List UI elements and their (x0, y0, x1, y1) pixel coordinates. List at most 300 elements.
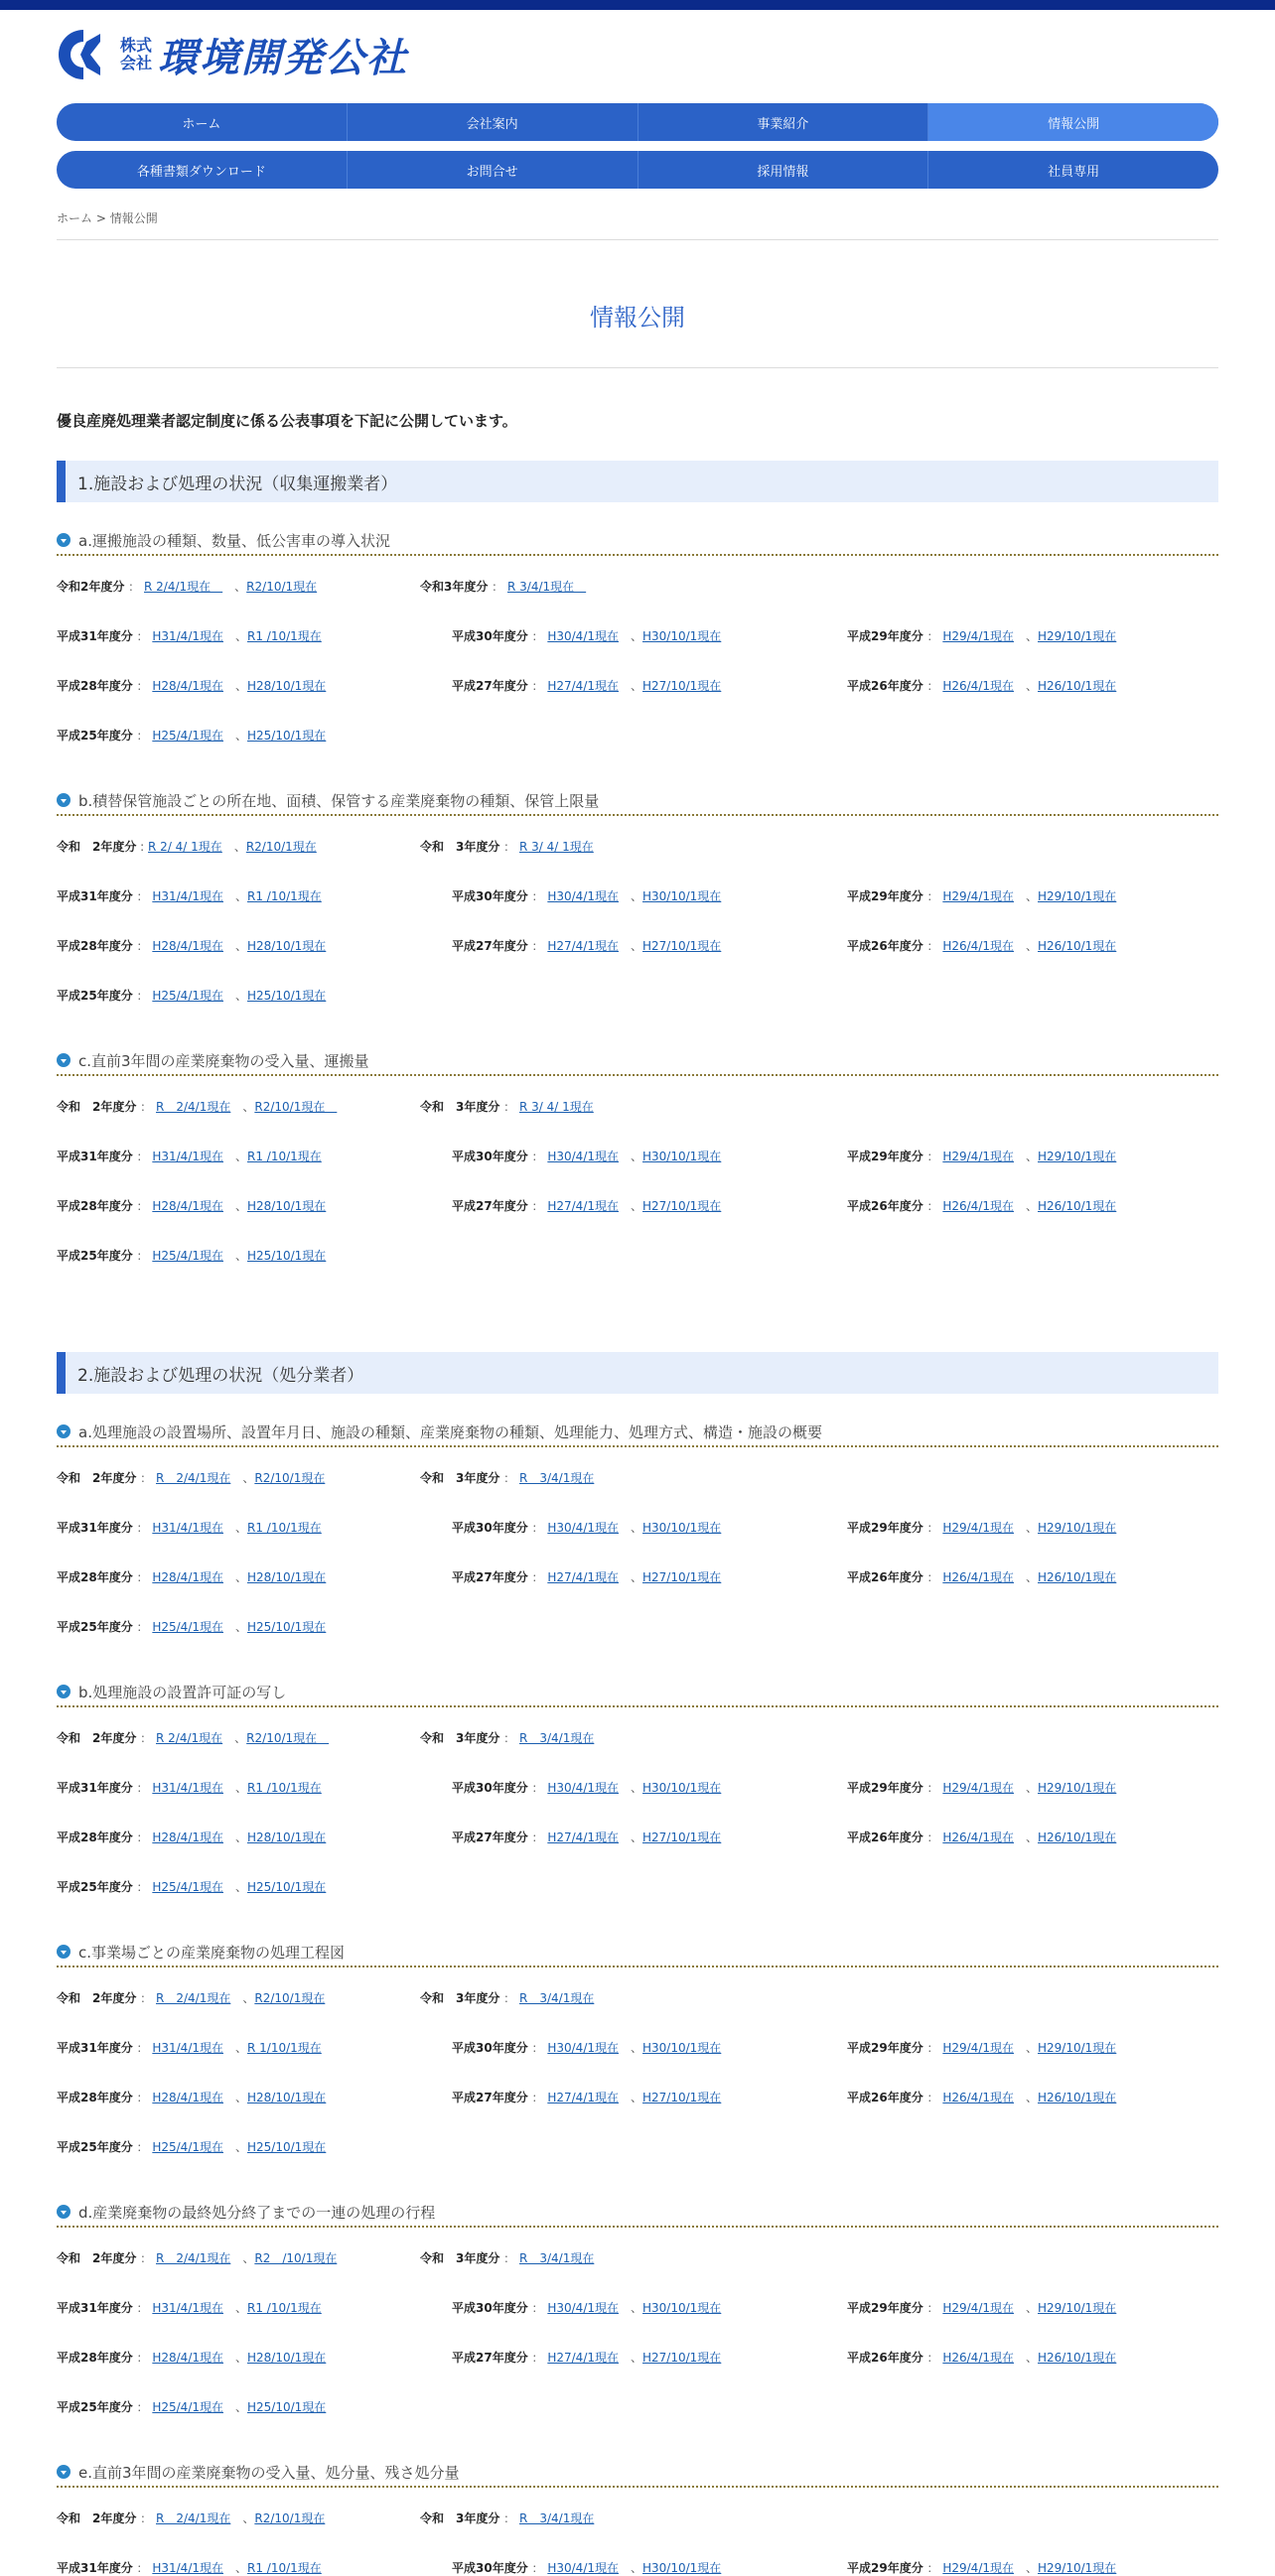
link-separator: 、 (619, 2041, 643, 2055)
link-separator: 、 (223, 1150, 248, 1163)
fiscal-year-label: 平成28年度分 (57, 939, 133, 953)
fiscal-year-entry (847, 1779, 1116, 1796)
report-link[interactable]: H28/4/1現在 (152, 2091, 223, 2104)
report-link[interactable]: H27/10/1現在 (642, 2091, 722, 2104)
fiscal-year-label: 令和 3年度分 (420, 1471, 500, 1485)
report-link[interactable]: H30/10/1現在 (642, 2041, 722, 2055)
report-link[interactable]: H31/4/1現在 (152, 1150, 223, 1163)
fiscal-year-entry (420, 1469, 594, 1486)
report-link[interactable]: R1 /10/1現在 (247, 1150, 322, 1163)
fiscal-year-entry (420, 1098, 594, 1115)
fiscal-year-label: 令和2年度分 (57, 580, 125, 594)
fiscal-year-label: 平成28年度分 (57, 2351, 133, 2365)
report-link[interactable]: H25/4/1現在 (152, 729, 223, 743)
fiscal-year-entry (452, 887, 721, 904)
link-separator: 、 (619, 679, 643, 693)
report-link[interactable]: H29/4/1現在 (942, 1521, 1014, 1535)
nav-contact[interactable]: お問合せ (347, 151, 638, 189)
report-link[interactable]: R1 /10/1現在 (247, 2561, 322, 2575)
link-separator: 、 (223, 1830, 248, 1844)
label-separator: ： (922, 2351, 943, 2365)
label-separator: ： (922, 679, 943, 693)
report-link[interactable]: H30/4/1現在 (547, 2041, 619, 2055)
fiscal-year-entry (452, 2349, 721, 2366)
report-link[interactable]: H29/10/1現在 (1038, 889, 1117, 903)
label-separator: ： (132, 2140, 153, 2154)
label-separator: ： (132, 2091, 153, 2104)
fiscal-year-label: 令和 2年度分 (57, 2251, 137, 2265)
label-separator: ： (922, 1150, 943, 1163)
link-separator: 、 (1014, 1150, 1039, 1163)
fiscal-year-label: 令和 3年度分 (420, 1991, 500, 2005)
nav-home[interactable]: ホーム (182, 116, 221, 132)
fiscal-year-entry (452, 2559, 721, 2576)
report-link[interactable]: H30/4/1現在 (547, 889, 619, 903)
fiscal-year-label: 平成29年度分 (847, 629, 923, 643)
report-link[interactable]: H25/4/1現在 (152, 2400, 223, 2414)
fiscal-year-entry (57, 987, 326, 1004)
report-link[interactable]: R 2/4/1現在 (156, 2511, 231, 2525)
report-link[interactable]: R 2/4/1現在 (144, 580, 223, 594)
link-separator: 、 (1014, 2351, 1039, 2365)
link-separator: 、 (230, 1100, 255, 1114)
fiscal-year-label: 平成26年度分 (847, 1199, 923, 1213)
report-link[interactable]: H28/4/1現在 (152, 1199, 223, 1213)
bullet-arrow-icon (57, 793, 71, 807)
fiscal-year-label: 平成27年度分 (452, 939, 528, 953)
report-link[interactable]: H25/10/1現在 (247, 1249, 327, 1263)
report-link[interactable]: H27/4/1現在 (547, 1830, 619, 1844)
report-link[interactable]: H30/10/1現在 (642, 889, 722, 903)
label-separator: ： (136, 2251, 156, 2265)
main-nav-row1 (57, 103, 1218, 141)
link-separator: 、 (223, 2091, 248, 2104)
fiscal-year-entry (57, 1469, 325, 1486)
bullet-arrow-icon (57, 533, 71, 547)
fiscal-year-entry (57, 1519, 322, 1536)
report-link[interactable]: H26/4/1現在 (942, 2351, 1014, 2365)
report-link[interactable]: H31/4/1現在 (152, 1781, 223, 1795)
report-link[interactable]: H25/4/1現在 (152, 2140, 223, 2154)
fiscal-year-label: 平成27年度分 (452, 2351, 528, 2365)
report-link[interactable]: R2/10/1現在 (254, 1100, 338, 1114)
fiscal-year-label: 平成28年度分 (57, 1830, 133, 1844)
fiscal-year-label: 令和 3年度分 (420, 840, 500, 854)
fiscal-year-entry (57, 727, 326, 744)
report-link[interactable]: H25/4/1現在 (152, 1620, 223, 1634)
fiscal-year-entry (847, 1519, 1116, 1536)
report-link[interactable]: H29/4/1現在 (942, 629, 1014, 643)
fiscal-year-entry (847, 887, 1116, 904)
fiscal-year-label: 平成27年度分 (452, 1570, 528, 1584)
fiscal-year-label: 平成31年度分 (57, 2041, 133, 2055)
fiscal-year-label: 平成25年度分 (57, 2140, 133, 2154)
report-link[interactable]: H27/4/1現在 (547, 939, 619, 953)
label-separator: ： (922, 629, 943, 643)
label-separator: ： (922, 889, 943, 903)
report-link[interactable]: H28/10/1現在 (247, 2351, 327, 2365)
link-separator: 、 (619, 629, 643, 643)
fiscal-year-entry (57, 1729, 329, 1746)
report-link[interactable]: H26/10/1現在 (1038, 1830, 1117, 1844)
report-link[interactable]: R 2/4/1現在 (156, 2251, 231, 2265)
link-separator: 、 (223, 1199, 248, 1213)
report-link[interactable]: R 1/10/1現在 (247, 2041, 322, 2055)
fiscal-year-label: 平成31年度分 (57, 2301, 133, 2315)
fiscal-year-label: 令和 2年度分 (57, 840, 137, 854)
fiscal-year-label: 平成29年度分 (847, 2041, 923, 2055)
fiscal-year-label: 平成26年度分 (847, 2351, 923, 2365)
label-separator: ： (124, 580, 144, 594)
report-link[interactable]: R 3/4/1現在 (519, 1731, 595, 1745)
report-link[interactable]: H28/4/1現在 (152, 2351, 223, 2365)
fiscal-year-entry (847, 2039, 1116, 2056)
fiscal-year-label: 平成26年度分 (847, 1830, 923, 1844)
link-separator: 、 (619, 1150, 643, 1163)
fiscal-year-entry (57, 578, 317, 595)
report-link[interactable]: R 3/4/1現在 (507, 580, 587, 594)
label-separator: ： (132, 1150, 153, 1163)
fiscal-year-label: 令和3年度分 (420, 580, 489, 594)
report-link[interactable]: H29/10/1現在 (1038, 1781, 1117, 1795)
link-separator: 、 (223, 2041, 248, 2055)
section-heading: 2.施設および処理の状況（処分業者） (57, 1352, 1218, 1394)
fiscal-year-label: 平成26年度分 (847, 1570, 923, 1584)
link-separator: 、 (223, 2140, 248, 2154)
report-link[interactable]: H30/4/1現在 (547, 1521, 619, 1535)
fiscal-year-entry (452, 1779, 721, 1796)
fiscal-year-entry (57, 2398, 326, 2415)
fiscal-year-label: 平成31年度分 (57, 1521, 133, 1535)
link-separator: 、 (223, 939, 248, 953)
fiscal-year-entry (452, 1197, 721, 1214)
link-separator: 、 (1014, 889, 1039, 903)
bullet-arrow-icon (57, 2205, 71, 2219)
report-link[interactable]: H31/4/1現在 (152, 629, 223, 643)
label-separator: ： (136, 1991, 156, 2005)
report-link[interactable]: H29/10/1現在 (1038, 2561, 1117, 2575)
report-link[interactable]: R2/10/1現在 (245, 840, 317, 854)
link-separator: 、 (223, 2301, 248, 2315)
report-link[interactable]: H26/10/1現在 (1038, 2351, 1117, 2365)
label-separator: ： (527, 1570, 548, 1584)
breadcrumb-separator: > (92, 211, 110, 225)
report-link[interactable]: H28/10/1現在 (247, 2091, 327, 2104)
report-link[interactable]: H26/4/1現在 (942, 1570, 1014, 1584)
report-link[interactable]: H26/4/1現在 (942, 939, 1014, 953)
link-separator: 、 (222, 580, 247, 594)
report-link[interactable]: H29/4/1現在 (942, 2561, 1014, 2575)
report-link[interactable]: R 2/4/1現在 (156, 1991, 231, 2005)
link-separator: 、 (619, 939, 643, 953)
fiscal-year-label: 平成27年度分 (452, 2091, 528, 2104)
report-link[interactable]: H27/4/1現在 (547, 1570, 619, 1584)
label-separator: ： (922, 2561, 943, 2575)
fiscal-year-entry (452, 1568, 721, 1585)
link-separator: 、 (619, 1199, 643, 1213)
fiscal-year-label: 令和 3年度分 (420, 2251, 500, 2265)
report-link[interactable]: H25/10/1現在 (247, 729, 327, 743)
link-separator: 、 (1014, 1781, 1039, 1795)
fiscal-year-entry (57, 937, 326, 954)
label-separator: ： (527, 2091, 548, 2104)
fiscal-year-entry (57, 2299, 322, 2316)
report-link[interactable]: R 3/4/1現在 (519, 2511, 595, 2525)
report-link[interactable]: R 3/ 4/ 1現在 (519, 1100, 594, 1114)
logo-k-icon (57, 28, 110, 81)
label-separator: ： (132, 2041, 153, 2055)
fiscal-year-label: 平成29年度分 (847, 2561, 923, 2575)
breadcrumb-home[interactable]: ホーム (57, 211, 93, 225)
report-link[interactable]: H26/10/1現在 (1038, 2091, 1117, 2104)
report-link[interactable]: H31/4/1現在 (152, 2041, 223, 2055)
report-link[interactable]: H29/10/1現在 (1038, 629, 1117, 643)
report-link[interactable]: H29/4/1現在 (942, 889, 1014, 903)
link-separator: 、 (1014, 679, 1039, 693)
report-link[interactable]: H28/10/1現在 (247, 679, 327, 693)
report-link[interactable]: H28/4/1現在 (152, 679, 223, 693)
report-link[interactable]: H29/10/1現在 (1038, 2041, 1117, 2055)
report-link[interactable]: H25/10/1現在 (247, 989, 327, 1003)
subsection-heading (57, 1678, 1218, 1707)
report-link[interactable]: H30/4/1現在 (547, 629, 619, 643)
report-link[interactable]: H26/4/1現在 (942, 2091, 1014, 2104)
report-link[interactable]: H29/4/1現在 (942, 1781, 1014, 1795)
report-link[interactable]: H30/4/1現在 (547, 2301, 619, 2315)
report-link[interactable]: H29/10/1現在 (1038, 1150, 1117, 1163)
label-separator: ： (527, 2041, 548, 2055)
report-link[interactable]: R 3/4/1現在 (519, 1991, 595, 2005)
report-link[interactable]: H27/10/1現在 (642, 1570, 722, 1584)
report-link[interactable]: H26/10/1現在 (1038, 1570, 1117, 1584)
report-link[interactable]: H30/10/1現在 (642, 629, 722, 643)
link-separator: 、 (1014, 1830, 1039, 1844)
report-link[interactable]: H31/4/1現在 (152, 2561, 223, 2575)
label-separator: ： (922, 1781, 943, 1795)
bullet-arrow-icon (57, 1053, 71, 1067)
report-link[interactable]: H29/4/1現在 (942, 2041, 1014, 2055)
report-link[interactable]: H30/10/1現在 (642, 1781, 722, 1795)
report-link[interactable]: H31/4/1現在 (152, 2301, 223, 2315)
label-separator: ： (922, 1570, 943, 1584)
report-link[interactable]: R1 /10/1現在 (247, 1521, 322, 1535)
fiscal-year-entry (452, 2299, 721, 2316)
label-separator: ： (132, 2351, 153, 2365)
nav-business[interactable]: 事業紹介 (638, 103, 928, 141)
fiscal-year-entry (847, 1148, 1116, 1164)
fiscal-year-label: 平成25年度分 (57, 2400, 133, 2414)
fiscal-year-entry (420, 2249, 594, 2266)
report-link[interactable]: R2/10/1現在 (254, 2511, 326, 2525)
nav-company[interactable]: 会社案内 (347, 103, 638, 141)
report-link[interactable]: H27/10/1現在 (642, 679, 722, 693)
nav-recruit[interactable]: 採用情報 (638, 151, 928, 189)
fiscal-year-entry (452, 937, 721, 954)
label-separator: ： (488, 580, 507, 594)
report-link[interactable]: H26/4/1現在 (942, 1830, 1014, 1844)
report-link[interactable]: H31/4/1現在 (152, 1521, 223, 1535)
report-link[interactable]: H25/10/1現在 (247, 2140, 327, 2154)
report-link[interactable]: R 2/4/1現在 (156, 1471, 231, 1485)
link-separator: 、 (230, 1991, 255, 2005)
label-separator: ： (527, 1521, 548, 1535)
fiscal-year-entry (57, 1878, 326, 1895)
report-link[interactable]: H26/4/1現在 (942, 679, 1014, 693)
company-logo[interactable] (57, 28, 408, 81)
subsection-title: c.直前3年間の産業廃棄物の受入量、運搬量 (78, 1051, 369, 1070)
fiscal-year-label: 平成28年度分 (57, 679, 133, 693)
report-link[interactable]: R 3/4/1現在 (519, 2251, 595, 2265)
nav-disclosure[interactable]: 情報公開 (927, 103, 1218, 141)
report-link[interactable]: H25/10/1現在 (247, 1620, 327, 1634)
fiscal-year-entry (847, 1568, 1116, 1585)
report-link[interactable]: H29/10/1現在 (1038, 1521, 1117, 1535)
report-link[interactable]: H31/4/1現在 (152, 889, 223, 903)
fiscal-year-label: 平成29年度分 (847, 1781, 923, 1795)
subsection-heading (57, 1046, 1218, 1076)
report-link[interactable]: H25/4/1現在 (152, 1249, 223, 1263)
fiscal-year-entry (847, 677, 1116, 694)
report-link[interactable]: H30/10/1現在 (642, 1521, 722, 1535)
report-link[interactable]: R 3/ 4/ 1現在 (519, 840, 594, 854)
label-separator: ： (132, 1781, 153, 1795)
label-separator: ： (132, 1521, 153, 1535)
report-link[interactable]: R1 /10/1現在 (247, 2301, 322, 2315)
report-link[interactable]: H28/10/1現在 (247, 939, 327, 953)
report-link[interactable]: H26/10/1現在 (1038, 1199, 1117, 1213)
link-separator: 、 (223, 1781, 248, 1795)
report-link[interactable]: H27/10/1現在 (642, 939, 722, 953)
label-separator: ： (132, 1620, 153, 1634)
link-separator: 、 (230, 2511, 255, 2525)
fiscal-year-entry (57, 2509, 325, 2526)
report-link[interactable]: H25/10/1現在 (247, 2400, 327, 2414)
report-link[interactable]: R2/10/1現在 (254, 1991, 326, 2005)
report-link[interactable]: H28/4/1現在 (152, 939, 223, 953)
link-separator: 、 (223, 2400, 248, 2414)
subsection-title: b.処理施設の設置許可証の写し (78, 1683, 287, 1701)
label-separator: ： (132, 1830, 153, 1844)
report-link[interactable]: H26/4/1現在 (942, 1199, 1014, 1213)
bullet-arrow-icon (57, 1424, 71, 1438)
fiscal-year-label: 平成30年度分 (452, 2041, 528, 2055)
bullet-arrow-icon (57, 2465, 71, 2479)
subsection-heading (57, 1418, 1218, 1447)
label-separator: ： (527, 2301, 548, 2315)
fiscal-year-label: 令和 2年度分 (57, 1731, 137, 1745)
report-link[interactable]: H26/10/1現在 (1038, 679, 1117, 693)
label-separator: ： (132, 1880, 153, 1894)
link-separator: 、 (619, 2301, 643, 2315)
report-link[interactable]: H27/4/1現在 (547, 679, 619, 693)
fiscal-year-label: 平成27年度分 (452, 679, 528, 693)
report-link[interactable]: R1 /10/1現在 (247, 629, 322, 643)
report-link[interactable]: H30/10/1現在 (642, 2561, 722, 2575)
link-separator: 、 (619, 1830, 643, 1844)
report-link[interactable]: R2/10/1現在 (246, 580, 318, 594)
report-link[interactable]: H28/10/1現在 (247, 1199, 327, 1213)
fiscal-year-entry (847, 2349, 1116, 2366)
report-link[interactable]: H30/10/1現在 (642, 1150, 722, 1163)
report-link[interactable]: H25/4/1現在 (152, 1880, 223, 1894)
report-link[interactable]: H28/4/1現在 (152, 1570, 223, 1584)
report-link[interactable]: H28/4/1現在 (152, 1830, 223, 1844)
link-separator: 、 (223, 729, 248, 743)
label-separator: ： (132, 629, 153, 643)
fiscal-year-entry (57, 1618, 326, 1635)
divider (57, 367, 1218, 368)
fiscal-year-entry (57, 627, 322, 644)
report-link[interactable]: H30/4/1現在 (547, 1781, 619, 1795)
report-link[interactable]: H27/4/1現在 (547, 2351, 619, 2365)
fiscal-year-label: 平成31年度分 (57, 629, 133, 643)
fiscal-year-entry (57, 887, 322, 904)
report-link[interactable]: H29/10/1現在 (1038, 2301, 1117, 2315)
report-link[interactable]: H29/4/1現在 (942, 1150, 1014, 1163)
nav-staff[interactable]: 社員専用 (927, 151, 1218, 189)
report-link[interactable]: R2/10/1現在 (246, 1731, 330, 1745)
fiscal-year-entry (847, 627, 1116, 644)
report-link[interactable]: H30/4/1現在 (547, 1150, 619, 1163)
report-link[interactable]: H28/10/1現在 (247, 1830, 327, 1844)
fiscal-year-label: 平成27年度分 (452, 1199, 528, 1213)
nav-downloads[interactable]: 各種書類ダウンロード (136, 164, 266, 180)
fiscal-year-entry (847, 1197, 1116, 1214)
link-separator: 、 (230, 2251, 255, 2265)
fiscal-year-entry (57, 1098, 337, 1115)
link-separator: 、 (223, 1521, 248, 1535)
fiscal-year-label: 平成25年度分 (57, 1880, 133, 1894)
report-link[interactable]: H29/4/1現在 (942, 2301, 1014, 2315)
report-link[interactable]: R1 /10/1現在 (247, 1781, 322, 1795)
report-link[interactable]: R 3/4/1現在 (519, 1471, 595, 1485)
report-link[interactable]: H27/10/1現在 (642, 1830, 722, 1844)
breadcrumb-current: 情報公開 (109, 211, 158, 225)
link-separator: 、 (223, 2561, 248, 2575)
fiscal-year-label: 平成25年度分 (57, 1249, 133, 1263)
report-link[interactable]: H27/4/1現在 (547, 1199, 619, 1213)
fiscal-year-label: 平成28年度分 (57, 1570, 133, 1584)
link-separator: 、 (619, 2091, 643, 2104)
report-link[interactable]: H30/10/1現在 (642, 2301, 722, 2315)
report-link[interactable]: H30/4/1現在 (547, 2561, 619, 2575)
report-link[interactable]: H26/10/1現在 (1038, 939, 1117, 953)
report-link[interactable]: H25/4/1現在 (152, 989, 223, 1003)
report-link[interactable]: H27/10/1現在 (642, 1199, 722, 1213)
report-link[interactable]: R2/10/1現在 (254, 1471, 326, 1485)
label-separator: ： (136, 2511, 156, 2525)
link-separator: 、 (223, 1880, 248, 1894)
report-link[interactable]: H25/10/1現在 (247, 1880, 327, 1894)
report-link[interactable]: R 2/ 4/ 1現在 (148, 840, 222, 854)
fiscal-year-entry (57, 2249, 337, 2266)
report-link[interactable]: R 2/4/1現在 (156, 1731, 223, 1745)
subsection-heading (57, 526, 1218, 556)
report-link[interactable]: H27/4/1現在 (547, 2091, 619, 2104)
report-link[interactable]: R1 /10/1現在 (247, 889, 322, 903)
report-link[interactable]: R2 /10/1現在 (254, 2251, 338, 2265)
fiscal-year-label: 平成25年度分 (57, 989, 133, 1003)
fiscal-year-label: 平成27年度分 (452, 1830, 528, 1844)
report-link[interactable]: H27/10/1現在 (642, 2351, 722, 2365)
link-separator: 、 (619, 2351, 643, 2365)
label-separator: ： (922, 2091, 943, 2104)
fiscal-year-entry (420, 2509, 594, 2526)
report-link[interactable]: R 2/4/1現在 (156, 1100, 231, 1114)
report-link[interactable]: H28/10/1現在 (247, 1570, 327, 1584)
label-separator: ： (922, 939, 943, 953)
label-separator: ： (132, 1249, 153, 1263)
